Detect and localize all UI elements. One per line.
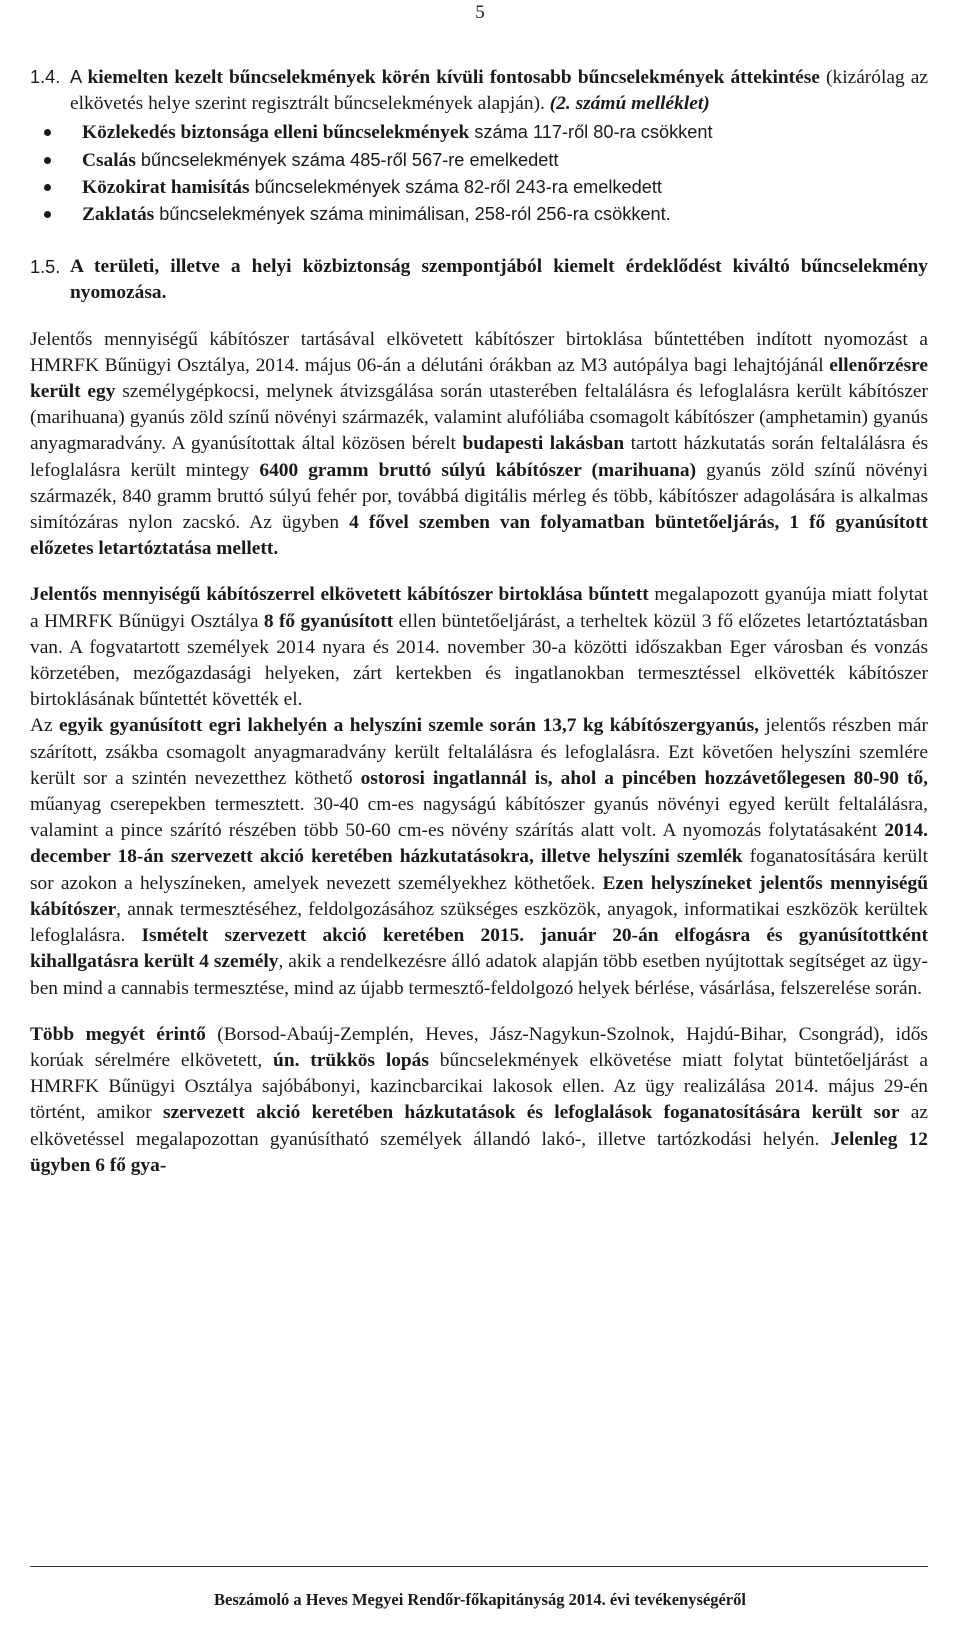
text-run: Jelentős mennyiségű kábítószer tartásával elkövetett kábítószer birtoklása bűntettében indított nyomozást a HMRFK Bűnügyi Osztálya, 2014. május 06-án a délutáni órákban az M3 autópálya bagi lehajtójánál (30, 328, 928, 376)
section-1-5-number: 1.5. (30, 257, 61, 278)
paragraph-trick-theft (30, 1022, 928, 1179)
bullet-dot-icon (44, 184, 51, 191)
text-run: személygépkocsi, melynek átvizsgálása során utasterében feltalálásra és lefoglalásra került kábítószer (marihuana) gyanús zöld színű növényi származék, valamint alufóliába csomagolt kábítószer (amphetamin) gyanús anyagmaradvány. A gyanúsítottak által közösen bérelt (30, 381, 928, 455)
text-run: tartott házkutatás során feltalálásra és lefoglalásra került mintegy (30, 433, 928, 481)
text-run: Jelenleg 12 ügyben 6 fő gya- (30, 1128, 928, 1176)
bullet-item (30, 147, 928, 174)
bullet-dot-icon (44, 211, 51, 218)
bullet-text (82, 177, 662, 198)
bullet-text (82, 122, 713, 143)
bullet-text (82, 204, 671, 225)
text-run: ellen büntetőeljárást, a terheltek közül 3 fő előzetes letartóztatásban van. A fogvatartott személyek 2014 nyara és 2014. november 30-a közötti időszakban Eger városban és vonzás körzetében, mezőgazdasági helyeken, zárt kertekben és ingatlanokban termesztéssel elkövették kábítószer birtoklásának bűntettét követték el. (30, 610, 928, 711)
text-run: Az (30, 715, 60, 737)
paragraph-drug-m3 (30, 327, 928, 563)
text-run: Ismételt szervezett akció keretében 2015. január 20-án elfogásra és gyanúsítottként kihallgatásra került 4 személy (30, 925, 929, 973)
text-run: 4 fővel szemben van folyamatban büntetőeljárás, 1 fő gyanúsított előzetes letartóztatása mellett. (30, 512, 928, 560)
section-1-4-number: 1.4. (30, 67, 61, 87)
section-1-4-text (70, 64, 928, 117)
text-run: száma 117-ről 80-ra csökkent (469, 122, 713, 143)
text-run: budapesti lakásban (462, 433, 625, 455)
text-run: , akik a rendelkezésre álló adatok alapján több esetben nyújtottak segítséget az ügyben mind a cannabis termesztése, mind az újabb termesztő-feldolgozó helyek bérlése, vásárlása, felszerelése során. (30, 951, 928, 999)
text-run: műanyag cserepekben termesztett. 30-40 cm-es nagyságú kábítószer gyanús növényi egyed került feltalálásra, valamint a pince szárító részében több 50-60 cm-es növény szárítás alatt volt. A nyomozás folytatásaként (30, 794, 928, 842)
document-body (30, 64, 928, 1179)
text-run: 2014. december 18-án szervezett akció keretében házkutatásokra, illetve helyszíni szemlék (30, 820, 928, 868)
text-run: jelentős részben már szárított, zsákba csomagolt anyagmaradvány került feltalálásra és lefoglalásra. Ezt követően helyszíni szemlére került sor a szintén nevezetthez köthető (30, 715, 928, 789)
page-number: 5 (475, 2, 485, 23)
text-run: Csalás (82, 149, 136, 171)
bullet-item (30, 119, 928, 146)
text-run: megalapozott gyanúja miatt folytat a HMRFK Bűnügyi Osztálya (30, 584, 928, 632)
text-run: foganatosítására került sor azokon a helyszíneken, amelyek nevezett személyekhez köthetőek. (30, 846, 928, 894)
paragraph-drug-eger (30, 582, 928, 713)
bullet-dot-icon (44, 157, 51, 164)
text-run: kiemelten kezelt bűncselekmények körén kívüli fontosabb bűncselekmények áttekintése (87, 67, 820, 88)
statistics-bullet-list (30, 119, 928, 228)
bullet-item (30, 174, 928, 201)
bullet-dot-icon (44, 129, 51, 136)
page-footer: Beszámoló a Heves Megyei Rendőr-főkapitányság 2014. évi tevékenységéről (214, 1590, 746, 1609)
footer-divider (30, 1566, 928, 1567)
text-run: (2. számú melléklet) (549, 93, 710, 115)
text-run: szervezett akció keretében házkutatások és lefoglalások foganatosítására került sor (163, 1102, 900, 1124)
text-run: (Borsod-Abaúj-Zemplén, Heves, Jász-Nagykun-Szolnok, Hajdú-Bihar, Csongrád), idős korúak sérelmére elkövetett, (30, 1023, 928, 1071)
text-run: ostorosi ingatlannál is, ahol a pincében hozzávetőlegesen 80-90 tő, (360, 767, 928, 789)
text-run: Jelentős mennyiségű kábítószerrel elkövetett kábítószer birtoklása bűntett (30, 584, 649, 606)
text-run: Több megyét érintő (30, 1023, 206, 1045)
text-run: bűncselekmények elkövetése miatt folytat büntetőeljárást a HMRFK Bűnügyi Osztálya sajóbábonyi, kazincbarcikai lakosok ellen. Az ügy realizálása 2014. május 29-én történt, amikor (30, 1049, 928, 1124)
text-run: ellenőrzésre került egy (30, 354, 928, 403)
text-run: (kizárólag az elkövetés helye szerint regisztrált bűncselekmények alapján). (70, 67, 928, 115)
text-run: , annak termesztéséhez, feldolgozásához szükséges eszközök, anyagok, informatikai eszközök kerültek lefoglalásra. (30, 898, 928, 947)
text-run: 6400 gramm bruttó súlyú kábítószer (marihuana) (259, 459, 697, 481)
section-1-5-title: A területi, illetve a helyi közbiztonság szempontjából kiemelt érdeklődést kiváltó bűncselekmény nyomozása. (70, 256, 928, 304)
text-run: gyanús zöld színű növényi származék, 840 gramm bruttó súlyú fehér por, továbbá digitális mérleg és több, kábítószer adagolására is alkalmas simítózáras nylon zacskó. Az ügyben (30, 459, 928, 534)
bullet-text (82, 150, 558, 171)
section-1-4 (30, 64, 928, 117)
text-run: ún. trükkös lopás (273, 1049, 429, 1071)
text-run: A (70, 67, 88, 87)
text-run: bűncselekmények száma 485-ről 567-re emelkedett (135, 149, 559, 170)
text-run: bűncselekmények száma minimálisan, 258-ról 256-ra csökkent. (154, 204, 671, 225)
text-run: egyik gyanúsított egri lakhelyén a helyszíni szemle során 13,7 kg kábítószergyanús, (59, 715, 759, 737)
text-run: Közlekedés biztonsága elleni bűncselekmények (82, 122, 470, 144)
section-1-5 (30, 254, 928, 306)
text-run: az elkövetéssel megalapozottan gyanúsítható személyek állandó lakó-, illetve tartózkodási helyén. (30, 1102, 928, 1150)
text-run: Ezen helyszíneket jelentős mennyiségű kábítószer (30, 872, 929, 920)
text-run: bűncselekmények száma 82-ről 243-ra emelkedett (249, 176, 662, 197)
text-run: Közokirat hamisítás (82, 176, 250, 198)
text-run: 8 fő gyanúsított (263, 610, 394, 632)
text-run: Zaklatás (82, 204, 155, 226)
paragraph-drug-ostoros (30, 713, 928, 1001)
bullet-item (30, 201, 928, 228)
